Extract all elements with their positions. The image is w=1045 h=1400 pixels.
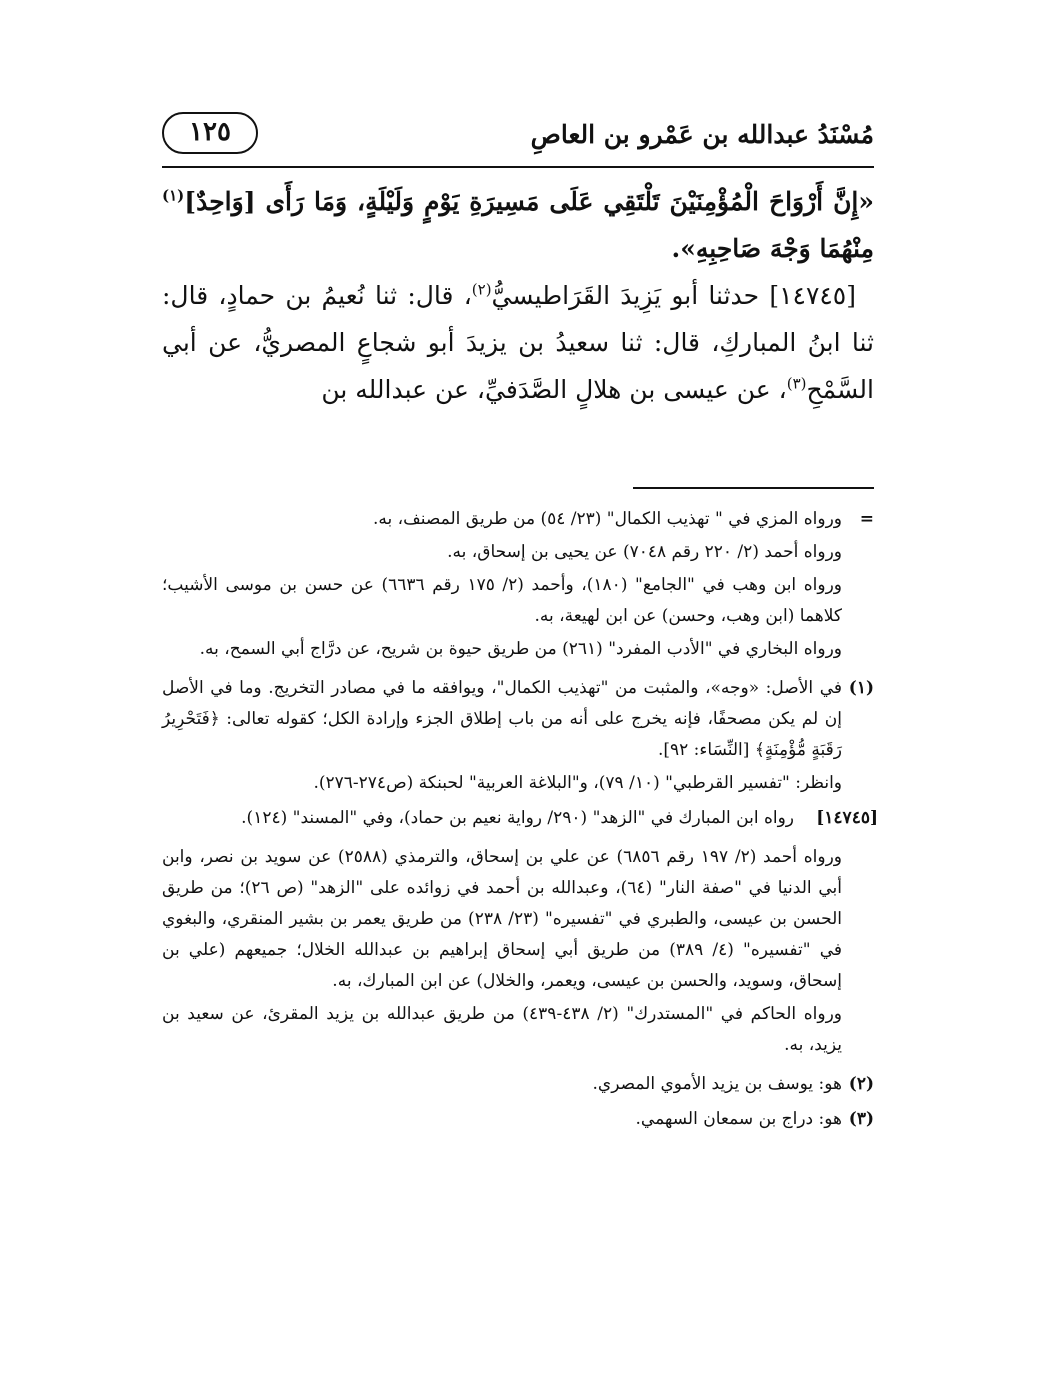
footnote-ref-1: (١) xyxy=(162,186,185,205)
footnote-3 xyxy=(162,1104,874,1135)
narration-part-1: حدثنا أبو يَزِيدَ القَرَاطيسيُّ xyxy=(491,281,770,310)
narration-part-2: ، قال: ثنا نُعيمُ بن حمادٍ، قال: ثنا ابنُ المباركِ، قال: ثنا سعيدُ بن يزيدَ أبو شجاعٍ المصريُّ، عن أبي السَّمْحِ xyxy=(162,281,874,404)
footnotes xyxy=(162,504,878,1139)
quran-verse: ﴿فَتَحْرِيرُ رَقَبَةٍ مُّؤْمِنَةٍ﴾ xyxy=(162,709,842,760)
footnote-1-body: في الأصل: «وجه»، والمثبت من "تهذيب الكمال"، ويوافقه ما في مصادر التخريج. وما في الأصل إن لم يكن مصحفًا، فإنه يخرج على أنه من باب إطلاق الجزء وإرادة الكل؛ كقوله تعالى: xyxy=(162,678,842,729)
footnote-line: رواه ابن المبارك في "الزهد" (٢٩٠/ رواية نعيم بن حماد)، وفي "المسند" (١٢٤). xyxy=(241,808,794,828)
footnote-hadith-mark: [١٤٧٤٥] xyxy=(816,808,878,828)
header-divider xyxy=(162,166,874,168)
footnote-2 xyxy=(162,1069,874,1100)
footnote-2-mark: (٢) xyxy=(848,1074,874,1094)
footnote-hadith xyxy=(162,803,878,1061)
footnote-line: ورواه أحمد (٢/ ١٩٧ رقم ٦٨٥٦) عن علي بن إسحاق، والترمذي (٢٥٨٨) عن سويد بن نصر، وابن أبي الدنيا في "صفة النار" (٦٤)، وعبدالله بن أحمد في زوائده على "الزهد" (ص ٢٦)؛ من طريق الحسن بن عيسى، والطبري في "تفسيره" (٢٣/ ٢٣٨) من طريق يعمر بن بشير المنقري، والبغوي في "تفسيره" (٤/ ٣٨٩) من طريق أبي إسحاق إبراهيم بن عبدالله الخلال؛ جميعهم (علي بن إسحاق، وسويد، والحسن بن عيسى، ويعمر، والخلال) عن ابن المبارك، به. xyxy=(162,847,842,991)
quote-text: «إِنَّ أَرْوَاحَ الْمُؤْمِنَيْنَ تَلْتَقِي عَلَى مَسِيرَةِ يَوْمٍ وَلَيْلَةٍ، وَمَا رَأَى [وَاحِدٌ] xyxy=(184,187,874,216)
page-number-badge: ١٢٥ xyxy=(162,112,258,154)
footnote-line: ورواه البخاري في "الأدب المفرد" (٢٦١) من طريق حيوة بن شريح، عن درَّاج أبي السمح، به. xyxy=(199,639,842,659)
hadith-narration xyxy=(162,272,874,413)
footnote-1 xyxy=(162,673,874,799)
footnote-ref-3: (٣) xyxy=(786,374,807,393)
footnote-divider xyxy=(633,487,874,489)
page-header xyxy=(162,110,874,162)
running-title: مُسْنَدُ عبدالله بن عَمْرو بن العاصِ xyxy=(530,120,874,149)
main-text xyxy=(162,178,874,413)
footnote-1-mark: (١) xyxy=(848,678,874,698)
footnote-continuation xyxy=(162,504,874,665)
narration-part-3: ، عن عيسى بن هلالٍ الصَّدَفيِّ، عن عبدالله بن xyxy=(321,375,787,404)
quote-end: مِنْهُمَا وَجْهَ صَاحِبِهِ». xyxy=(671,234,874,263)
footnote-3-mark: (٣) xyxy=(848,1109,874,1129)
footnote-3-text: هو: دراج بن سمعان السهمي. xyxy=(635,1109,842,1129)
footnote-2-text: هو: يوسف بن يزيد الأموي المصري. xyxy=(592,1074,842,1094)
continuation-mark: = xyxy=(859,509,874,529)
footnote-line: ورواه أحمد (٢/ ٢٢٠ رقم ٧٠٤٨) عن يحيى بن إسحاق، به. xyxy=(447,542,842,562)
footnote-1-text xyxy=(162,673,842,766)
footnote-line: ورواه المزي في " تهذيب الكمال" (٢٣/ ٥٤) من طريق المصنف، به. xyxy=(373,509,842,529)
hadith-number: [١٤٧٤٥] xyxy=(769,281,856,310)
footnote-ref-2: (٢) xyxy=(471,280,492,299)
footnote-line: ورواه الحاكم في "المستدرك" (٢/ ٤٣٨-٤٣٩) من طريق عبدالله بن يزيد المقرئ، عن سعيد بن يزيد، به. xyxy=(162,1004,842,1055)
footnote-line: ورواه ابن وهب في "الجامع" (١٨٠)، وأحمد (٢/ ١٧٥ رقم ٦٦٣٦) عن حسن بن موسى الأشيب؛ كلاهما (ابن وهب، وحسن) عن ابن لهيعة، به. xyxy=(162,575,842,626)
footnote-1-more: وانظر: "تفسير القرطبي" (١٠/ ٧٩)، و"البلاغة العربية" لحبنكة (ص٢٧٤-٢٧٦). xyxy=(313,773,842,793)
quran-verse-ref: [النِّسَاء: ٩٢]. xyxy=(657,740,755,760)
hadith-quote xyxy=(162,178,874,272)
